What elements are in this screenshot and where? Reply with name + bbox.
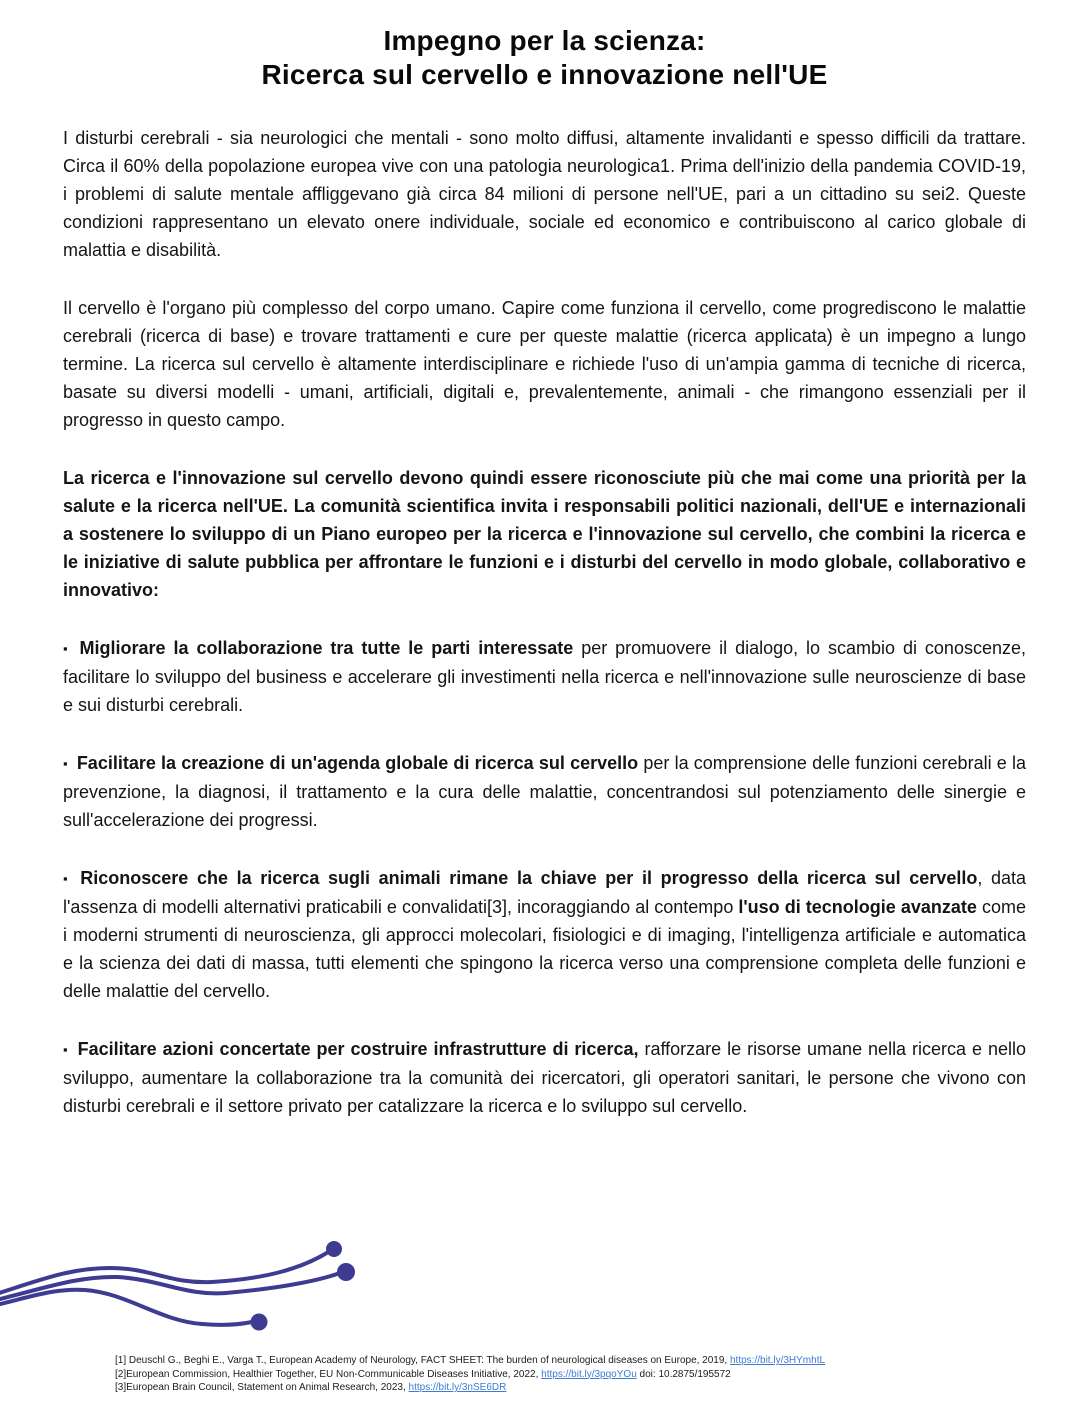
bullet-text: , data l'assenza di modelli alternativi praticabili e convalidati[3], incoraggiando al contempo bbox=[63, 868, 1027, 917]
bullet-inline-bold: l'uso di tecnologie avanzate bbox=[738, 897, 977, 917]
footnote-3 bbox=[115, 1381, 1015, 1395]
bullet-square-icon: ▪ bbox=[63, 1042, 69, 1057]
bullet-animal-research bbox=[63, 864, 1026, 1005]
footnote-text: [3]European Brain Council, Statement on Animal Research, 2023, bbox=[115, 1382, 409, 1393]
line-end-dot bbox=[337, 1263, 355, 1281]
footnote-text: doi: 10.2875/195572 bbox=[636, 1368, 731, 1380]
page-title-line2: Ricerca sul cervello e innovazione nell'UE bbox=[261, 59, 828, 90]
neural-wavy-lines-graphic bbox=[0, 1236, 380, 1348]
bullet-lead-bold: Migliorare la collaborazione tra tutte le parti interessate bbox=[79, 638, 574, 658]
bullet-lead-bold: Facilitare azioni concertate per costruire infrastrutture di ricerca, bbox=[77, 1039, 639, 1059]
bullet-square-icon: ▪ bbox=[63, 871, 72, 886]
bullet-square-icon: ▪ bbox=[63, 756, 68, 771]
bullet-square-icon: ▪ bbox=[63, 641, 71, 656]
bullet-text: per promuovere il dialogo, lo scambio di conoscenze, facilitare lo sviluppo del business e accelerare gli investimenti nella ricerca e nell'innovazione sulle neuroscienze di base e sui disturbi cerebrali. bbox=[63, 638, 1026, 715]
line-end-dot bbox=[251, 1314, 268, 1331]
footnote-link[interactable]: https://bit.ly/3HYmhtL bbox=[730, 1355, 826, 1366]
bullet-text: per la comprensione delle funzioni cerebrali e la prevenzione, la diagnosi, il trattamento e la cura delle malattie, concentrandosi sul potenziamento delle sinergie e sull'accelerazione dei progressi. bbox=[63, 753, 1027, 830]
footnotes-block bbox=[115, 1354, 1015, 1395]
page-title-line1: Impegno per la scienza: bbox=[383, 25, 706, 56]
bullet-research-infrastructure bbox=[63, 1035, 1026, 1120]
bullet-global-research-agenda bbox=[63, 749, 1026, 834]
bullet-text: rafforzare le risorse umane nella ricerca e nello sviluppo, aumentare la collaborazione tra la comunità dei ricercatori, gli operatori sanitari, le persone che vivono con disturbi cerebrali e il settore privato per catalizzare la ricerca e lo sviluppo sul cervello. bbox=[63, 1039, 1027, 1116]
document-content bbox=[63, 24, 1026, 1150]
bullet-lead-bold: Riconoscere che la ricerca sugli animali rimane la chiave per il progresso della ricerca sul cervello bbox=[80, 868, 978, 888]
footnote-1 bbox=[115, 1354, 1015, 1368]
paragraph-call-to-action: La ricerca e l'innovazione sul cervello devono quindi essere riconosciute più che mai come una priorità per la salute e la ricerca nell'UE. La comunità scientifica invita i responsabili politici nazionali, dell'UE e internazionali a sostenere lo sviluppo di un Piano europeo per la ricerca e l'innovazione sul cervello, che combini la ricerca e le iniziative di salute pubblica per affrontare le funzioni e i disturbi del cervello in modo globale, collaborativo e innovativo: bbox=[63, 468, 1026, 600]
paragraph-brain-complexity: Il cervello è l'organo più complesso del corpo umano. Capire come funziona il cervello, come progrediscono le malattie cerebrali (ricerca di base) e trovare trattamenti e cure per queste malattie (ricerca applicata) è un impegno a lungo termine. La ricerca sul cervello è altamente interdisciplinare e richiede l'uso di un'ampia gamma di tecniche di ricerca, basate su diversi modelli - umani, artificiali, digitali e, prevalentemente, animali - che rimangono essenziali per il progresso in questo campo. bbox=[63, 298, 1026, 430]
footnote-link[interactable]: https://bit.ly/3nSE6DR bbox=[408, 1382, 507, 1393]
footnote-text: [1] Deuschl G., Beghi E., Varga T., European Academy of Neurology, FACT SHEET: The burden of neurological diseases on Europe, 2019, bbox=[115, 1355, 730, 1366]
page-title bbox=[63, 24, 1026, 92]
footnote-2 bbox=[115, 1368, 1015, 1382]
line-end-dot bbox=[326, 1241, 342, 1257]
bullet-lead-bold: Facilitare la creazione di un'agenda globale di ricerca sul cervello bbox=[76, 753, 639, 773]
footnote-link[interactable]: https://bit.ly/3pqoYOu bbox=[541, 1368, 637, 1380]
bullet-improve-collaboration bbox=[63, 634, 1026, 719]
footnote-text: [2]European Commission, Healthier Together, EU Non-Communicable Diseases Initiative, 2022, bbox=[115, 1368, 542, 1380]
paragraph-brain-disorders: I disturbi cerebrali - sia neurologici che mentali - sono molto diffusi, altamente invalidanti e spesso difficili da trattare. Circa il 60% della popolazione europea vive con una patologia neurologica1. Prima dell'inizio della pandemia COVID-19, i problemi di salute mentale affliggevano già circa 84 milioni di persone nell'UE, pari a un cittadino su sei2. Queste condizioni rappresentano un elevato onere individuale, sociale ed economico e contribuiscono al carico globale di malattia e disabilità. bbox=[63, 128, 1026, 260]
bullet-text: come i moderni strumenti di neuroscienza, gli approcci molecolari, fisiologici e di imaging, l'intelligenza artificiale e automatica e la scienza dei dati di massa, tutti elementi che spingono la ricerca verso una comprensione completa delle funzioni e delle malattie del cervello. bbox=[63, 897, 1026, 1001]
